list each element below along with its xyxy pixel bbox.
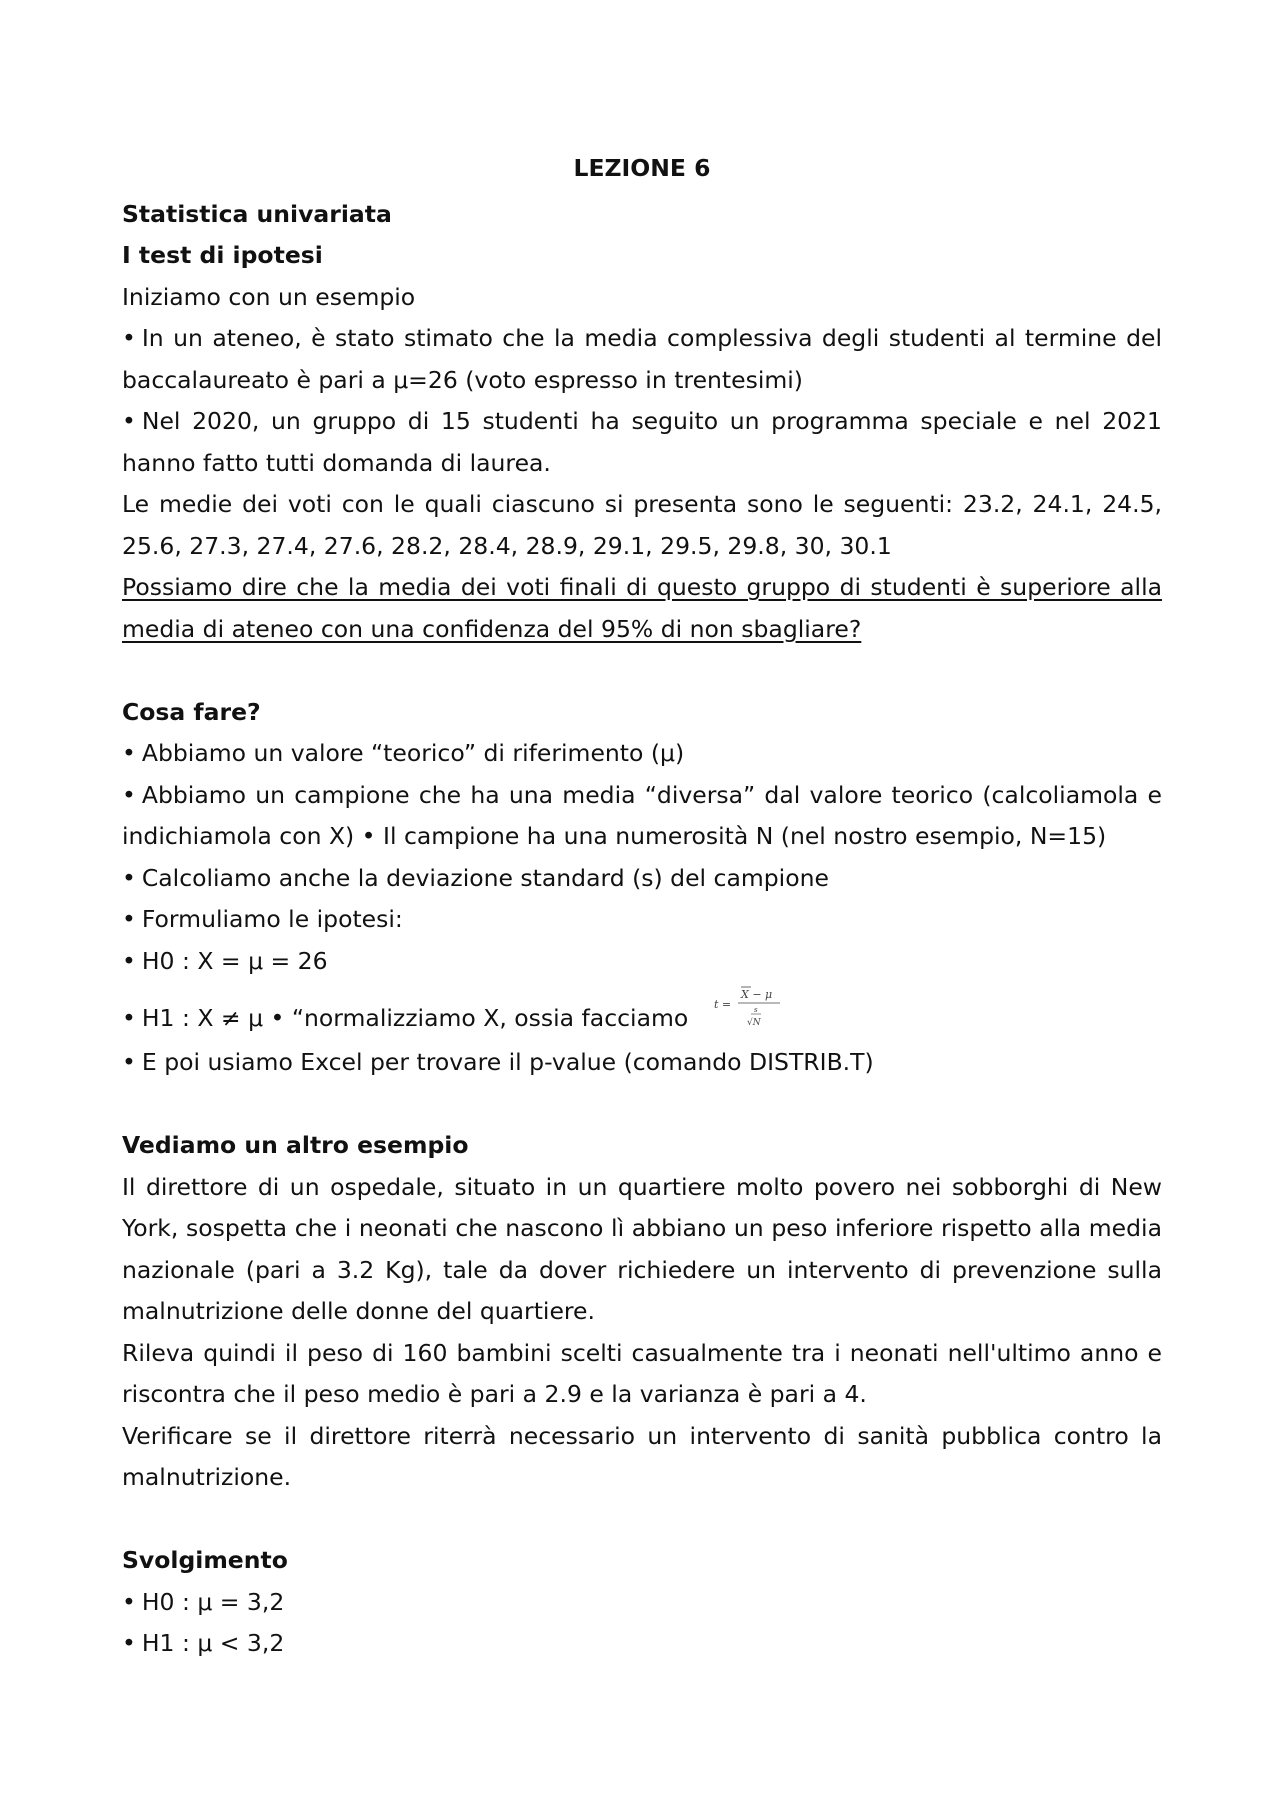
bullet-ateneo bbox=[122, 318, 1162, 401]
formula-lhs: t = bbox=[713, 998, 731, 1011]
heading-test-di-ipotesi: I test di ipotesi bbox=[122, 241, 323, 269]
heading-cosa-fare: Cosa fare? bbox=[122, 697, 261, 726]
bullet-gruppo-text: • Nel 2020, un gruppo di 15 studenti ha seguito un programma speciale e nel 2021 hanno fatto tutti domanda di laurea. bbox=[122, 407, 1162, 477]
bullet-valore-teorico: • Abbiamo un valore “teorico” di riferimento (μ) bbox=[122, 733, 1162, 775]
paragraph-direttore: Il direttore di un ospedale, situato in un quartiere molto povero nei sobborghi di New York, sospetta che i neonati che nascono lì abbiano un peso inferiore rispetto alla media nazionale (pari a 3.2 Kg), tale da dover richiedere un intervento di prevenzione sulla malnutrizione delle donne del quartiere. bbox=[122, 1172, 1162, 1325]
bullet-campione-text: • Abbiamo un campione che ha una media “diversa” dal valore teorico (calcoliamola e indichiamola con X) • Il campione ha una numerosità N (nel nostro esempio, N=15) bbox=[122, 781, 1162, 851]
bullet-gruppo bbox=[122, 401, 1162, 484]
spacer bbox=[122, 1499, 1162, 1541]
bullet-svolgimento-h1: • H1 : μ < 3,2 bbox=[122, 1623, 1162, 1665]
formula-denominator-bottom: √N bbox=[746, 1018, 761, 1028]
bullet-h1-text: • H1 : X ≠ μ • “normalizziamo X, ossia facciamo bbox=[122, 1004, 688, 1032]
bullet-excel: • E poi usiamo Excel per trovare il p-value (comando DISTRIB.T) bbox=[122, 1042, 1162, 1084]
bullet-formuliamo: • Formuliamo le ipotesi: bbox=[122, 899, 1162, 941]
heading-svolgimento: Svolgimento bbox=[122, 1546, 288, 1574]
paragraph-rileva: Rileva quindi il peso di 160 bambini scelti casualmente tra i neonati nell'ultimo anno e riscontra che il peso medio è pari a 2.9 e la varianza è pari a 4. bbox=[122, 1338, 1162, 1408]
formula-denominator-top: s bbox=[753, 1006, 758, 1014]
bullet-h0: • H0 : X = μ = 26 bbox=[122, 941, 1162, 983]
t-statistic-formula bbox=[714, 984, 784, 1030]
bullet-ateneo-text: • In un ateneo, è stato stimato che la media complessiva degli studenti al termine del baccalaureato è pari a μ=26 (voto espresso in trentesimi) bbox=[122, 324, 1162, 394]
bullet-svolgimento-h0: • H0 : μ = 3,2 bbox=[122, 1582, 1162, 1624]
intro-text: Iniziamo con un esempio bbox=[122, 282, 416, 311]
document-page bbox=[122, 148, 1162, 1665]
heading-altro-esempio: Vediamo un altro esempio bbox=[122, 1131, 469, 1159]
formula-numerator: X − μ bbox=[740, 988, 772, 1001]
page-title: LEZIONE 6 bbox=[573, 154, 711, 182]
spacer bbox=[122, 650, 1162, 692]
bullet-h1-row bbox=[122, 988, 1162, 1042]
paragraph-verificare: Verificare se il direttore riterrà necessario un intervento di sanità pubblica contro la malnutrizione. bbox=[122, 1421, 1162, 1491]
heading-statistica-univariata: Statistica univariata bbox=[122, 199, 392, 228]
question-paragraph: Possiamo dire che la media dei voti finali di questo gruppo di studenti è superiore alla media di ateneo con una confidenza del 95% di non sbagliare? bbox=[122, 573, 1162, 643]
formula-graphic bbox=[714, 984, 784, 1030]
bullet-campione bbox=[122, 775, 1162, 858]
spacer bbox=[122, 1084, 1162, 1126]
bullet-deviazione: • Calcoliamo anche la deviazione standard (s) del campione bbox=[122, 858, 1162, 900]
grades-paragraph: Le medie dei voti con le quali ciascuno si presenta sono le seguenti: 23.2, 24.1, 24.5, 25.6, 27.3, 27.4, 27.6, 28.2, 28.4, 28.9, 29.1, 29.5, 29.8, 30, 30.1 bbox=[122, 490, 1162, 560]
